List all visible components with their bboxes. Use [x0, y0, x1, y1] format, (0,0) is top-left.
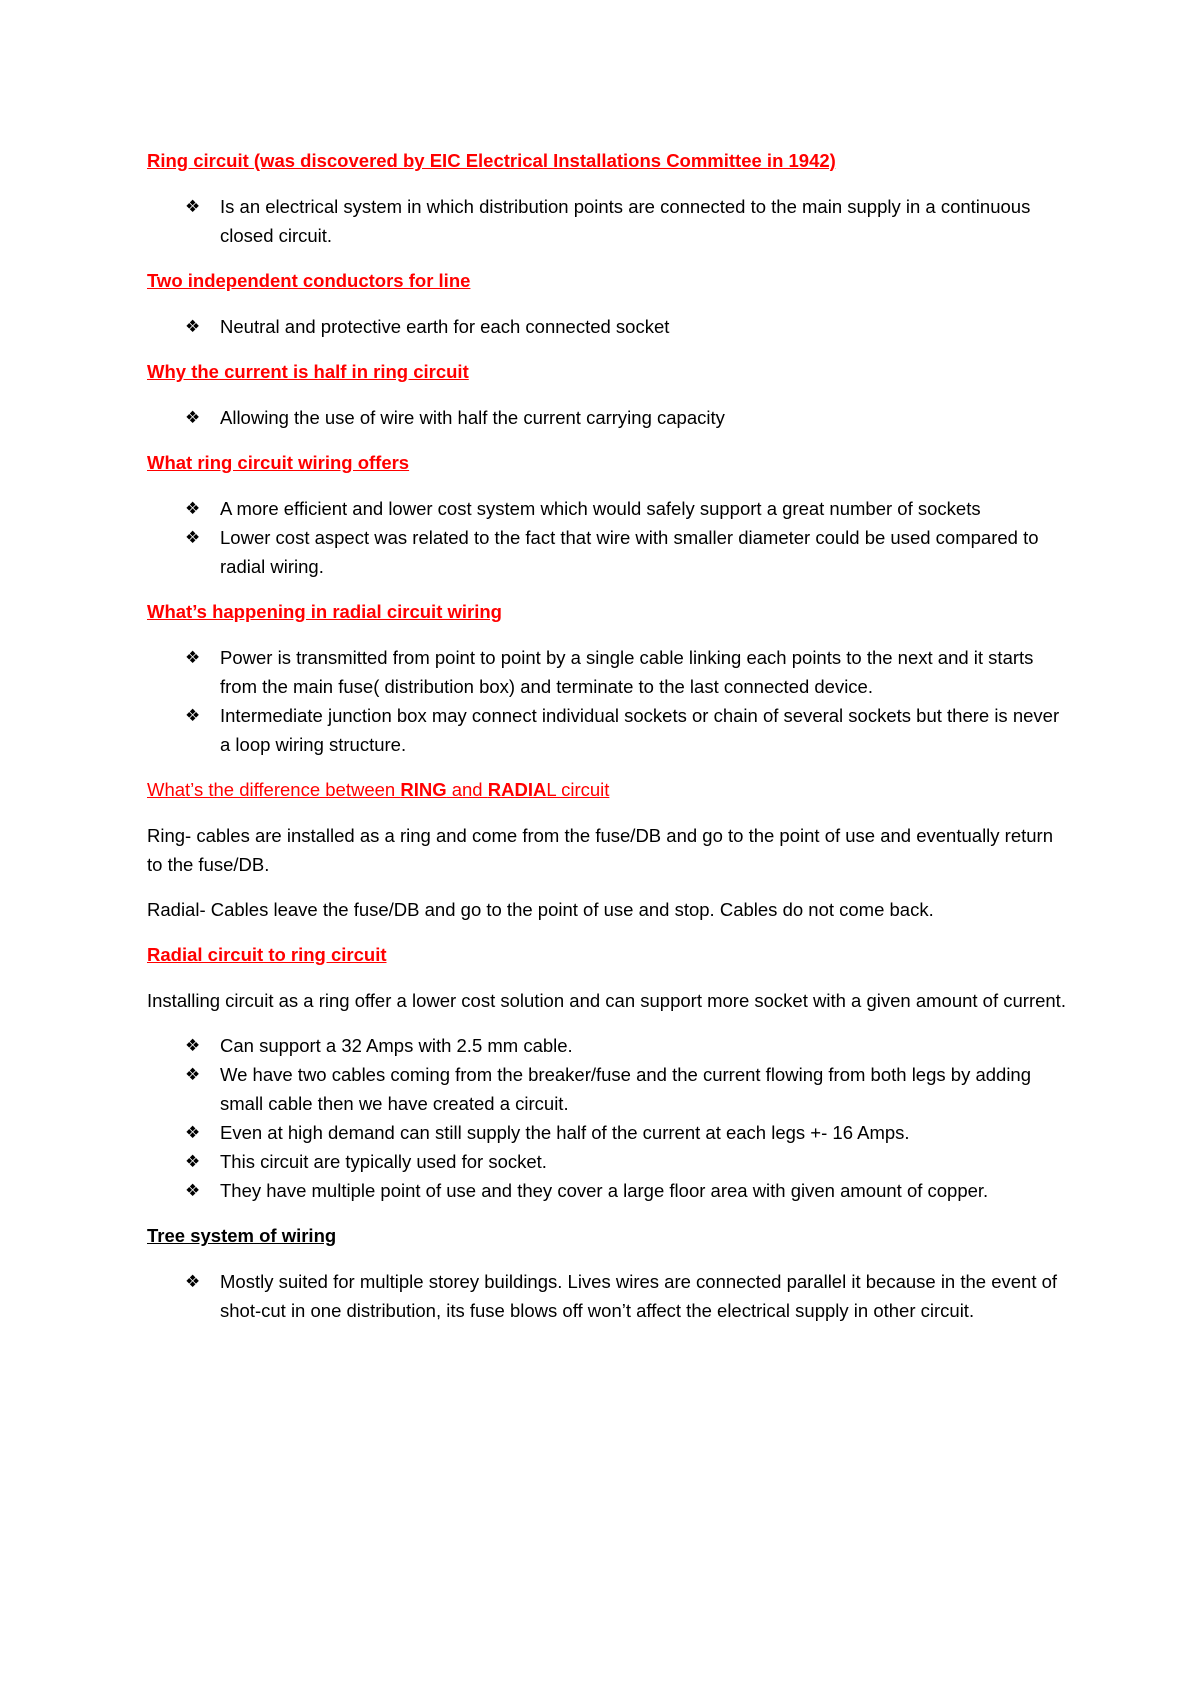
- bullet-text: They have multiple point of use and they cover a large floor area with given amount of copper.: [220, 1180, 989, 1201]
- bullet-text: Power is transmitted from point to point by a single cable linking each points to the next and it starts from the main fuse( distribution box) and terminate to the last connected device.: [220, 647, 1034, 697]
- list-item: [147, 494, 1067, 523]
- section-heading: Two independent conductors for line: [147, 270, 471, 291]
- diamond-bullet-icon: ❖: [185, 408, 201, 427]
- diamond-bullet-icon: ❖: [185, 1065, 201, 1084]
- diamond-bullet-icon: ❖: [185, 648, 201, 667]
- bullet-list: [147, 192, 1067, 250]
- bullet-text: Even at high demand can still supply the half of the current at each legs +- 16 Amps.: [220, 1122, 910, 1143]
- diamond-bullet-icon: ❖: [185, 1272, 201, 1291]
- bullet-text: Neutral and protective earth for each connected socket: [220, 316, 670, 337]
- list-item: [147, 643, 1067, 701]
- diamond-bullet-icon: ❖: [185, 528, 201, 547]
- bullet-text: We have two cables coming from the breaker/fuse and the current flowing from both legs by adding small cable then we have created a circuit.: [220, 1064, 1032, 1114]
- bullet-list: [147, 1031, 1067, 1205]
- list-item: [147, 1118, 1067, 1147]
- diamond-bullet-icon: ❖: [185, 1152, 201, 1171]
- list-item: [147, 312, 1067, 341]
- document-body: [147, 146, 1067, 1341]
- list-item: [147, 192, 1067, 250]
- section-heading: Radial circuit to ring circuit: [147, 944, 387, 965]
- section-heading: [147, 775, 1067, 804]
- bullet-text: Intermediate junction box may connect individual sockets or chain of several sockets but there is never a loop wiring structure.: [220, 705, 1060, 755]
- list-item: [147, 1147, 1067, 1176]
- diamond-bullet-icon: ❖: [185, 197, 201, 216]
- bullet-text: Is an electrical system in which distribution points are connected to the main supply in a continuous closed circuit.: [220, 196, 1031, 246]
- bullet-text: A more efficient and lower cost system which would safely support a great number of sockets: [220, 498, 981, 519]
- list-item: [147, 403, 1067, 432]
- list-item: [147, 1176, 1067, 1205]
- heading-part-bold: RING: [400, 779, 447, 800]
- bullet-list: [147, 403, 1067, 432]
- heading-part: and: [446, 779, 488, 800]
- diamond-bullet-icon: ❖: [185, 317, 201, 336]
- diamond-bullet-icon: ❖: [185, 706, 201, 725]
- paragraph: Radial- Cables leave the fuse/DB and go to the point of use and stop. Cables do not come back.: [147, 899, 934, 920]
- list-item: [147, 1267, 1067, 1325]
- list-item: [147, 523, 1067, 581]
- section-heading: Why the current is half in ring circuit: [147, 361, 469, 382]
- heading-part: L circuit: [546, 779, 610, 800]
- section-heading: Ring circuit (was discovered by EIC Electrical Installations Committee in 1942): [147, 150, 836, 171]
- bullet-list: [147, 643, 1067, 759]
- list-item: [147, 701, 1067, 759]
- bullet-text: Lower cost aspect was related to the fact that wire with smaller diameter could be used compared to radial wiring.: [220, 527, 1039, 577]
- bullet-list: [147, 312, 1067, 341]
- diamond-bullet-icon: ❖: [185, 1181, 201, 1200]
- section-heading: What’s happening in radial circuit wiring: [147, 601, 502, 622]
- diamond-bullet-icon: ❖: [185, 1036, 201, 1055]
- bullet-text: Allowing the use of wire with half the current carrying capacity: [220, 407, 725, 428]
- heading-part: What’s the difference between: [147, 779, 401, 800]
- bullet-list: [147, 1267, 1067, 1325]
- list-item: [147, 1060, 1067, 1118]
- bullet-text: This circuit are typically used for socket.: [220, 1151, 547, 1172]
- diamond-bullet-icon: ❖: [185, 499, 201, 518]
- heading-part-bold: RADIA: [487, 779, 547, 800]
- section-heading: Tree system of wiring: [147, 1225, 337, 1246]
- bullet-text: Mostly suited for multiple storey buildings. Lives wires are connected parallel it because in the event of shot-cut in one distribution, its fuse blows off won’t affect the electrical supply in other circuit.: [220, 1271, 1058, 1321]
- diamond-bullet-icon: ❖: [185, 1123, 201, 1142]
- paragraph: Installing circuit as a ring offer a lower cost solution and can support more socket with a given amount of current.: [147, 990, 1066, 1011]
- bullet-text: Can support a 32 Amps with 2.5 mm cable.: [220, 1035, 573, 1056]
- list-item: [147, 1031, 1067, 1060]
- paragraph: Ring- cables are installed as a ring and come from the fuse/DB and go to the point of use and eventually return to the fuse/DB.: [147, 825, 1054, 875]
- bullet-list: [147, 494, 1067, 581]
- section-heading: What ring circuit wiring offers: [147, 452, 410, 473]
